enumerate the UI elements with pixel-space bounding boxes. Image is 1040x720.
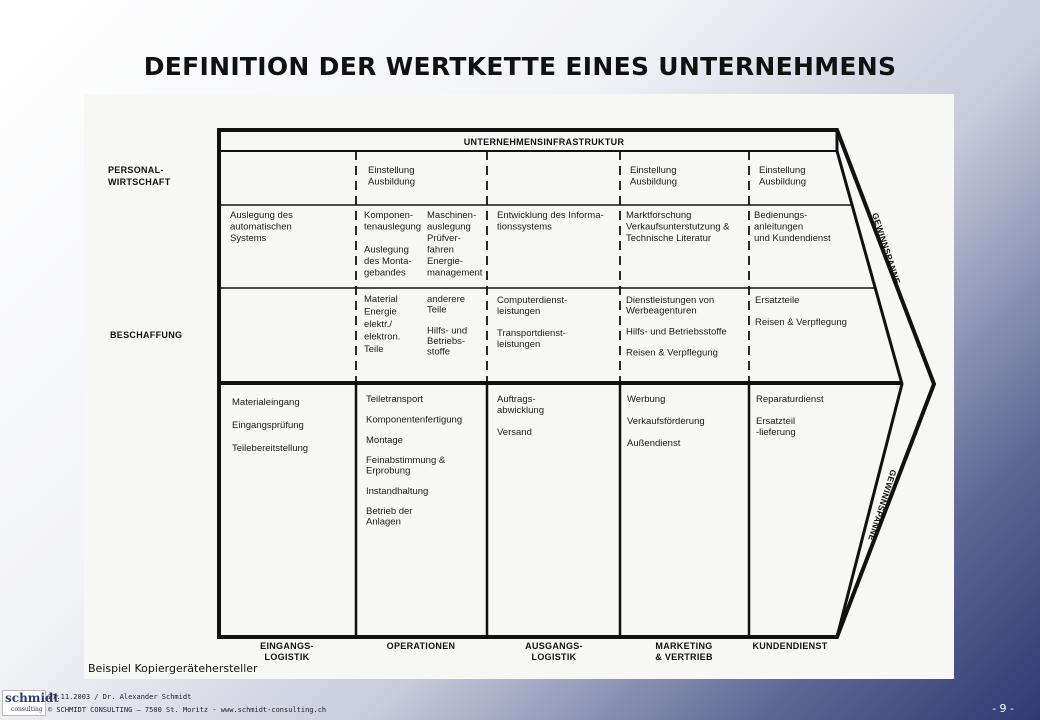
primary-cell-operations-line: Erprobung bbox=[366, 465, 411, 477]
primary-cell-operations-line: Montage bbox=[366, 434, 403, 446]
procurement-cell-operations-b-line: Teile bbox=[427, 304, 447, 316]
procurement-cell-operations-b-line: Hilfs- und bbox=[427, 325, 468, 337]
technology-cell-operations-b-line: Energie- bbox=[427, 256, 463, 267]
technology-cell-inbound bbox=[230, 210, 293, 244]
primary-header-line: KUNDENDIENST bbox=[752, 641, 828, 651]
procurement-cell-operations-a-line: Energie bbox=[364, 306, 397, 318]
technology-cell-marketing bbox=[626, 210, 730, 244]
primary-header-line: LOGISTIK bbox=[531, 652, 577, 662]
primary-cell-inbound bbox=[232, 397, 308, 454]
procurement-cell-operations-b-line: stoffe bbox=[427, 346, 451, 358]
technology-cell-service-line: Bedienungs- bbox=[754, 210, 808, 221]
margin-label-top: GEWINNSPANNE bbox=[870, 211, 903, 286]
primary-cell-outbound-line: Versand bbox=[497, 427, 532, 438]
technology-cell-outbound-line: tionssystems bbox=[497, 221, 552, 233]
logo-wordmark: schmidt bbox=[5, 691, 59, 705]
technology-cell-inbound-line: automatischen bbox=[230, 221, 292, 233]
procurement-cell-marketing-line: Werbeagenturen bbox=[626, 305, 697, 317]
procurement-cell-outbound-line: leistungen bbox=[497, 306, 541, 317]
primary-cell-outbound bbox=[497, 394, 544, 438]
procurement-cell-operations-a-line: elektron. bbox=[364, 331, 401, 343]
company-logo bbox=[2, 690, 59, 716]
primary-cell-service-line: Reparaturdienst bbox=[756, 394, 824, 405]
primary-cell-marketing-line: Außendienst bbox=[627, 438, 681, 449]
primary-header-1 bbox=[260, 641, 314, 662]
primary-cell-operations-line: Feinabstimmung & bbox=[366, 455, 446, 467]
technology-cell-inbound-line: Auslegung des bbox=[230, 210, 293, 221]
technology-cell-marketing-line: Marktforschung bbox=[626, 210, 692, 221]
personal-cell-operations-line: Einstellung bbox=[368, 165, 415, 176]
primary-cell-operations-line: Komponentenfertigung bbox=[366, 414, 463, 426]
primary-cell-inbound-line: Materialeingang bbox=[232, 397, 300, 408]
procurement-cell-service-line: Ersatzteile bbox=[755, 295, 800, 306]
procurement-cell-operations-b-line: Betriebs- bbox=[427, 336, 466, 347]
primary-cell-outbound-line: Auftrags- bbox=[497, 394, 536, 405]
procurement-cell-marketing-line: Dienstleistungen von bbox=[626, 295, 715, 306]
primary-cell-operations-line: Anlagen bbox=[366, 516, 401, 528]
personal-cell-marketing bbox=[630, 165, 677, 188]
technology-cell-marketing-line: Technische Literatur bbox=[626, 233, 712, 244]
technology-cell-operations-b-line: management bbox=[427, 267, 483, 279]
value-chain-diagram bbox=[84, 94, 954, 679]
label-personalwirtschaft-1: PERSONAL- bbox=[108, 165, 164, 175]
primary-cell-operations bbox=[366, 394, 462, 527]
primary-cell-marketing-line: Verkaufsförderung bbox=[627, 416, 705, 427]
personal-cell-marketing-line: Ausbildung bbox=[630, 176, 678, 188]
value-chain-svg bbox=[84, 94, 954, 679]
margin-label-bottom: GEWINNSPANNE bbox=[866, 468, 899, 543]
personal-cell-marketing-line: Einstellung bbox=[630, 165, 677, 176]
procurement-cell-operations-b bbox=[427, 294, 467, 358]
procurement-cell-operations-a-line: Teile bbox=[364, 344, 384, 355]
technology-cell-outbound bbox=[497, 210, 604, 233]
procurement-cell-service-line: Reisen & Verpflegung bbox=[755, 317, 847, 328]
primary-header-line: OPERATIONEN bbox=[386, 641, 456, 651]
procurement-cell-outbound-line: leistungen bbox=[497, 339, 541, 350]
technology-cell-inbound-line: Systems bbox=[230, 233, 267, 244]
procurement-cell-marketing-line: Reisen & Verpflegung bbox=[626, 347, 718, 359]
technology-cell-service bbox=[754, 210, 831, 244]
technology-cell-service-line: anleitungen bbox=[754, 221, 804, 233]
logo-subtitle: consulting bbox=[11, 706, 43, 713]
footer-date-author: 27.11.2003 / Dr. Alexander Schmidt bbox=[48, 693, 192, 701]
infrastructure-header: UNTERNEHMENSINFRASTRUKTUR bbox=[463, 137, 625, 147]
primary-header-4 bbox=[655, 641, 713, 662]
technology-cell-operations-a-line: Komponen- bbox=[364, 210, 414, 221]
primary-cell-outbound-line: abwicklung bbox=[497, 405, 544, 416]
procurement-cell-operations-b-line: anderere bbox=[427, 294, 466, 305]
technology-cell-service-line: und Kundendienst bbox=[754, 233, 831, 244]
procurement-cell-operations-a-line: elektr./ bbox=[364, 319, 392, 330]
technology-cell-operations-a bbox=[364, 210, 421, 279]
personal-cell-operations bbox=[368, 165, 415, 188]
procurement-cell-service bbox=[755, 295, 847, 328]
primary-cell-service bbox=[756, 394, 824, 438]
primary-header-line: EINGANGS- bbox=[260, 641, 314, 651]
page-title: DEFINITION DER WERTKETTE EINES UNTERNEHMENS bbox=[143, 52, 897, 81]
diagram-cells bbox=[230, 165, 847, 662]
primary-cell-marketing bbox=[627, 394, 705, 449]
primary-header-3 bbox=[525, 641, 583, 662]
footer-copyright: © SCHMIDT CONSULTING – 7500 St. Moritz - www.schmidt-consulting.ch bbox=[48, 706, 327, 714]
label-beschaffung: BESCHAFFUNG bbox=[110, 330, 183, 340]
procurement-cell-outbound-line: Transportdienst- bbox=[497, 328, 566, 339]
primary-cell-marketing-line: Werbung bbox=[627, 394, 666, 405]
technology-cell-operations-a-line: Auslegung bbox=[364, 244, 409, 256]
primary-cell-inbound-line: Eingangsprüfung bbox=[232, 420, 304, 431]
technology-cell-outbound-line: Entwicklung des Informa- bbox=[497, 210, 604, 221]
label-personalwirtschaft-2: WIRTSCHAFT bbox=[108, 177, 171, 187]
primary-cell-operations-line: Instandhaltung bbox=[366, 485, 429, 497]
technology-cell-operations-a-line: des Monta- bbox=[364, 256, 412, 267]
primary-cell-service-line: -lieferung bbox=[756, 427, 796, 438]
primary-header-line: MARKETING bbox=[655, 641, 713, 651]
page-number: - 9 - bbox=[992, 702, 1014, 715]
procurement-cell-operations-a-line: Material bbox=[364, 294, 398, 305]
personal-cell-service-line: Einstellung bbox=[759, 165, 806, 176]
technology-cell-operations-b bbox=[427, 210, 483, 279]
primary-header-line: & VERTRIEB bbox=[655, 652, 713, 662]
procurement-cell-outbound-line: Computerdienst- bbox=[497, 295, 568, 306]
technology-cell-operations-b-line: Prüfver- bbox=[427, 233, 461, 244]
technology-cell-operations-b-line: Maschinen- bbox=[427, 210, 477, 221]
technology-cell-operations-b-line: auslegung bbox=[427, 221, 471, 233]
procurement-cell-operations-a bbox=[364, 294, 400, 355]
procurement-cell-marketing-line: Hilfs- und Betriebsstoffe bbox=[626, 326, 727, 338]
personal-cell-operations-line: Ausbildung bbox=[368, 176, 416, 188]
primary-cell-operations-line: Betrieb der bbox=[366, 506, 413, 518]
technology-cell-operations-a-line: tenauslegung bbox=[364, 221, 422, 233]
personal-cell-service bbox=[759, 165, 806, 188]
technology-cell-marketing-line: Verkaufsunterstutzung & bbox=[626, 221, 730, 233]
diagram-caption: Beispiel Kopiergerätehersteller bbox=[88, 662, 258, 675]
primary-header-line: LOGISTIK bbox=[264, 652, 310, 662]
primary-header-2 bbox=[387, 641, 456, 651]
primary-header-line: AUSGANGS- bbox=[525, 641, 583, 651]
technology-cell-operations-b-line: fahren bbox=[427, 244, 454, 256]
primary-cell-inbound-line: Teilebereitstellung bbox=[232, 443, 309, 454]
primary-cell-operations-line: Teiletransport bbox=[366, 394, 424, 405]
technology-cell-operations-a-line: gebandes bbox=[364, 267, 406, 279]
primary-header-5 bbox=[752, 641, 827, 651]
procurement-cell-marketing bbox=[626, 295, 727, 359]
procurement-cell-outbound bbox=[497, 295, 567, 350]
primary-cell-service-line: Ersatzteil bbox=[756, 416, 796, 427]
personal-cell-service-line: Ausbildung bbox=[759, 176, 807, 188]
